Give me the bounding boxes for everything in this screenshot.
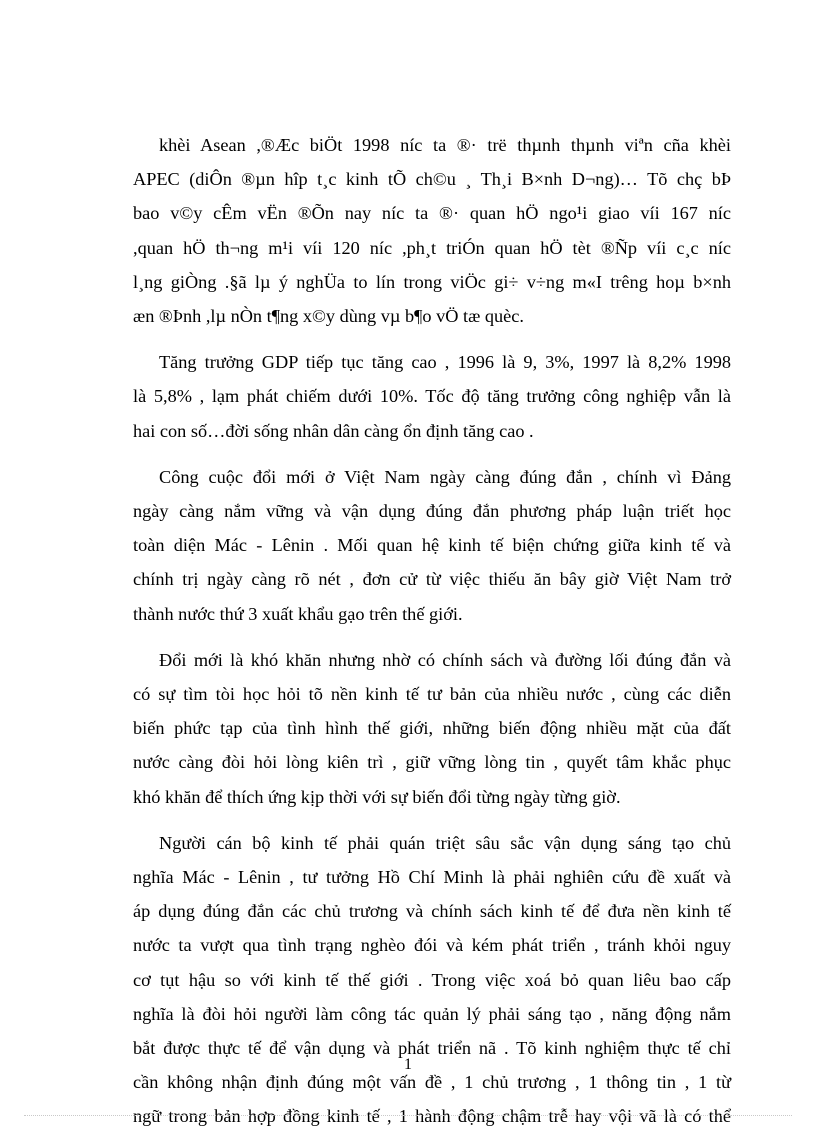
paragraph-3 — [133, 460, 731, 631]
text-line: khó khăn để thích ứng kịp thời với sự biến đổi từng ngày từng giờ. — [133, 786, 621, 807]
text-line: Tăng trưởng GDP tiếp tục tăng cao , 1996 là 9, 3%, 1997 là 8,2% 1998 — [159, 352, 731, 373]
text-line: APEC (diÔn ®µn hîp t¸c kinh tÕ ch©u ¸ Th¸i B×nh D¬ng)… Tõ chç bÞ — [133, 169, 731, 190]
text-line: cần không nhận định đúng một vấn đề , 1 chủ trương , 1 thông tin , 1 từ — [133, 1072, 731, 1093]
paragraph-2 — [133, 345, 731, 448]
text-line: chính trị ngày càng rõ nét , đơn cử từ việc thiếu ăn bây giờ Việt Nam trở — [133, 569, 731, 590]
text-line: bắt được thực tế để vận dụng và phát triển nã . Tõ kinh nghiệm thực tế chỉ — [133, 1038, 731, 1059]
text-line: có sự tìm tòi học hỏi tõ nền kinh tế tư bản của nhiều nước , cùng các diễn — [133, 684, 731, 705]
paragraph-5 — [133, 826, 731, 1134]
text-line: nước ta vượt qua tình trạng nghèo đói và kém phát triển , tránh khỏi nguy — [133, 935, 731, 956]
page-separator — [24, 1115, 792, 1116]
text-line: biến phức tạp của tình hình thế giới, những biến động nhiều mặt của đất — [133, 718, 731, 739]
text-line: bao v©y cÊm vËn ®Õn nay níc ta ®· quan hÖ ngo¹i giao víi 167 níc — [133, 203, 731, 224]
text-line: æn ®Þnh ,lµ nÒn t¶ng x©y dùng vµ b¶o vÖ tæ quèc. — [133, 306, 524, 327]
text-line: l¸ng giÒng .§ã lµ ý nghÜa to lín trong viÖc gi÷ v÷ng m«I trêng hoµ b×nh — [133, 271, 731, 292]
text-line: hai con số…đời sống nhân dân càng ổn định tăng cao . — [133, 420, 534, 441]
page-number: 1 — [404, 1056, 412, 1073]
text-line: nghĩa Mác - Lênin , tư tưởng Hồ Chí Minh là phải nghiên cứu đề xuất và — [133, 867, 731, 888]
text-line: cơ tụt hậu so với kinh tế thế giới . Trong việc xoá bỏ quan liêu bao cấp — [133, 969, 731, 990]
text-line: Người cán bộ kinh tế phải quán triệt sâu sắc vận dụng sáng tạo chủ — [159, 832, 731, 853]
text-line: là 5,8% , lạm phát chiếm dưới 10%. Tốc độ tăng trưởng công nghiệp vẫn là — [133, 386, 731, 407]
paragraph-1 — [133, 128, 731, 333]
page-body — [133, 128, 731, 1134]
paragraph-4 — [133, 643, 731, 814]
text-line: nước càng đòi hỏi lòng kiên trì , giữ vững lòng tin , quyết tâm khắc phục — [133, 752, 731, 773]
text-line: khèi Asean ,®Æc biÖt 1998 níc ta ®· trë thµnh thµnh viªn cña khèi — [159, 135, 731, 155]
text-line: Công cuộc đổi mới ở Việt Nam ngày càng đúng đắn , chính vì Đảng — [159, 466, 731, 487]
text-line: ngữ trong bản hợp đồng kinh tế , 1 hành động chậm trễ hay vội vã là có thể — [133, 1106, 731, 1127]
text-line: toàn diện Mác - Lênin . Mối quan hệ kinh tế biện chứng giữa kinh tế và — [133, 535, 731, 556]
text-line: ngày càng nắm vững và vận dụng đúng đắn phương pháp luận triết học — [133, 501, 731, 522]
text-line: ,quan hÖ th¬ng m¹i víi 120 níc ,ph¸t triÓn quan hÖ tèt ®Ñp víi c¸c níc — [133, 237, 731, 258]
text-line: nghĩa là đòi hỏi người làm công tác quản lý phải sáng tạo , năng động nắm — [133, 1003, 731, 1024]
text-line: áp dụng đúng đắn các chủ trương và chính sách kinh tế để đưa nền kinh tế — [133, 901, 731, 922]
text-line: thành nước thứ 3 xuất khẩu gạo trên thế giới. — [133, 603, 463, 624]
text-line: Đổi mới là khó khăn nhưng nhờ có chính sách và đường lối đúng đắn và — [159, 649, 731, 670]
